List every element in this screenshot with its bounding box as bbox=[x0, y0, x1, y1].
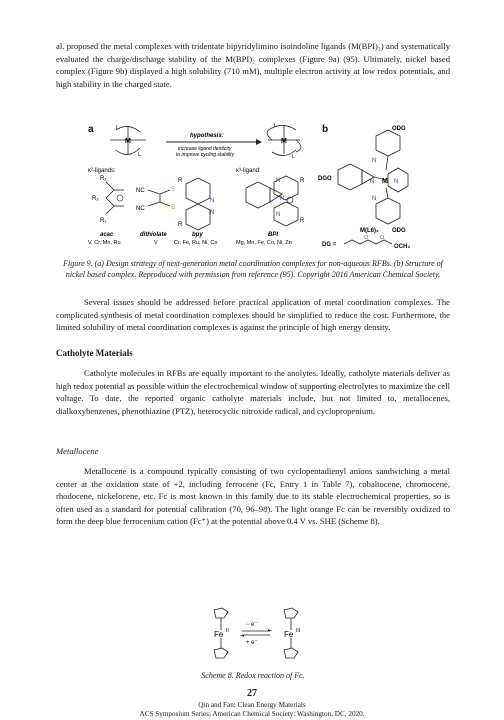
acac-r2: R₂ bbox=[92, 196, 99, 202]
ligand-l-d: L bbox=[292, 154, 296, 160]
minus-electron: − e⁻ bbox=[246, 622, 258, 628]
bpi-r-top: R bbox=[300, 178, 305, 184]
panel-b-label: b bbox=[322, 124, 329, 135]
dgo-left: DGO bbox=[318, 176, 332, 182]
bpy-structure bbox=[186, 178, 210, 230]
scheme-8 bbox=[196, 604, 316, 666]
acac-charge bbox=[117, 195, 123, 201]
fe-right: Fe bbox=[284, 630, 294, 639]
forward-arrowhead bbox=[268, 629, 272, 631]
acac-label: acac bbox=[100, 232, 114, 238]
ligand-l-a: L bbox=[116, 125, 120, 131]
acac-r1-bottom: R₁ bbox=[100, 218, 107, 224]
panel-a-label: a bbox=[88, 124, 94, 135]
dithiolate-s-top: S bbox=[171, 187, 176, 193]
paragraph-metallocene: Metallocene is a compound typically consisting of two cyclopentadienyl anions sandwiching a metal center at the oxidation state of +2, including ferrocene (Fc, Entry 1 in Table 7), cobaltocene, chromocene, rhodocene, nickelocene, etc. Fc is most known in this family due to its stable electrochemical properties, so is often used as a standard for potential calibration (70, 96–98). The light orange Fc can be reversibly oxidized to form the deep blue ferrocenium cation (Fc⁺) at the potential above 0.4 V vs. SHE (Scheme 8). bbox=[56, 466, 450, 527]
dithiolate-metals: V bbox=[154, 240, 158, 246]
acac-structure bbox=[106, 182, 124, 214]
plus-electron: + e⁻ bbox=[246, 640, 258, 646]
complex-n-2: N bbox=[370, 179, 375, 185]
dg-equation: DG = bbox=[322, 242, 337, 248]
ligand-l-b: L bbox=[138, 152, 142, 158]
reverse-arrowhead bbox=[240, 635, 244, 637]
acac-metals: V, Cr, Mn, Ru bbox=[88, 240, 121, 246]
heading-catholyte: Catholyte Materials bbox=[56, 348, 133, 358]
bpi-n-bottom: N bbox=[276, 212, 281, 218]
bpy-r-top: R bbox=[178, 178, 183, 184]
complex-label: M(L6)₂ bbox=[360, 228, 379, 234]
k3-ligand-label: κ³-ligand: bbox=[236, 168, 261, 174]
bpi-structure bbox=[246, 176, 298, 226]
metal-left: M bbox=[125, 138, 131, 145]
dithiolate-s-bottom: S bbox=[171, 205, 176, 211]
odg-top: ODG bbox=[392, 126, 406, 132]
subheading-metallocene: Metallocene bbox=[56, 446, 99, 456]
bpi-label: BPI bbox=[268, 232, 279, 238]
paragraph-intro: al. proposed the metal complexes with tridentate bipyridylimino isoindoline ligands (M(BPI)₂) and systematically evaluated the charge/discharge stability of the M(BPI)₂ complexes (Figure 9a) (95). Ultimately, nickel based complex (Figure 9b) displayed a high solubility (710 mM), multiple electron activity at low redox potentials, and high stability in the charged state. bbox=[56, 41, 450, 89]
bpi-n-center: N bbox=[280, 196, 285, 202]
k2-ligands-label: κ²-ligands: bbox=[88, 168, 116, 174]
complex-n-4: N bbox=[372, 196, 377, 202]
fe-left: Fe bbox=[214, 630, 224, 639]
complex-n-3: N bbox=[394, 179, 399, 185]
bpi-metals: Mg, Mn, Fe, Co, Ni, Zn bbox=[236, 240, 292, 246]
dithiolate-nc-bottom: NC bbox=[136, 206, 145, 212]
bpy-label: bpy bbox=[192, 232, 203, 238]
fe-left-oxidation: II bbox=[226, 628, 229, 634]
nickel-complex-structure bbox=[338, 130, 408, 224]
paragraph-catholyte: Catholyte molecules in RFBs are equally important to the anolytes. Ideally, catholyte materials deliver as high redox potential as possible within the electrochemical window of supporting electrolytes to maximize the cell voltage. To date, the reported organic catholyte materials include, but not limited to, metallocenes, dialkoxybenzenes, phenothiazine (PTZ), heterocyclic nitroxide radical, and cyclopropenium. bbox=[56, 368, 451, 416]
dg-oxygen-1: O bbox=[364, 235, 369, 241]
metal-right: M bbox=[281, 138, 287, 145]
metal-center: M bbox=[382, 178, 388, 185]
ligand-l-c: L bbox=[274, 123, 278, 129]
odg-bottom: ODG bbox=[392, 228, 406, 234]
bpy-n-b: N bbox=[210, 210, 215, 216]
bpy-metals: Cr, Fe, Ru, Ni, Co bbox=[174, 240, 218, 246]
figure-9-caption: Figure 9. (a) Design strategy of next-generation metal coordination complexes for non-aqueous RFBs. (b) Structure of nickel based complex. Reproduced with permission from reference (95). Copyright 2016 American Chemical Society. bbox=[63, 259, 443, 280]
complex-n-1: N bbox=[372, 158, 377, 164]
acac-r1-top: R₁ bbox=[100, 176, 107, 182]
bpi-r-bottom: R bbox=[300, 218, 305, 224]
hypothesis-line-1: increase ligand denticity bbox=[178, 146, 232, 152]
bpy-n-a: N bbox=[210, 198, 215, 204]
paragraph-issues: Several issues should be addressed before practical application of metal coordination complexes. The complicated synthesis of metal coordination complexes should be simplified to reduce the cost. Furthermore, the limited solubility of metal coordination complexes is against the principle of high energy density. bbox=[56, 297, 450, 333]
fe-right-oxidation: III bbox=[296, 628, 301, 634]
page-number: 27 bbox=[247, 688, 257, 699]
hypothesis-line-2: to improve cycling stability bbox=[176, 152, 235, 158]
scheme-8-caption: Scheme 8. Redox reaction of Fc. bbox=[201, 671, 305, 680]
dithiolate-nc-top: NC bbox=[136, 188, 145, 194]
footer-line-1: Qin and Fan; Clean Energy Materials bbox=[198, 701, 306, 709]
footer-line-2: ACS Symposium Series; American Chemical Society: Washington, DC, 2020. bbox=[139, 710, 365, 718]
dithiolate-structure bbox=[148, 190, 170, 206]
hypothesis-arrowhead bbox=[256, 139, 262, 145]
hypothesis-label: hypothesis: bbox=[190, 133, 224, 139]
figure-9 bbox=[86, 120, 420, 254]
bpi-n-top: N bbox=[276, 178, 281, 184]
och3-label: OCH₃ bbox=[394, 244, 411, 250]
bpy-r-bottom: R bbox=[178, 222, 183, 228]
dg-oxygen-2: O bbox=[380, 235, 385, 241]
dithiolate-label: dithiolate bbox=[140, 232, 167, 238]
